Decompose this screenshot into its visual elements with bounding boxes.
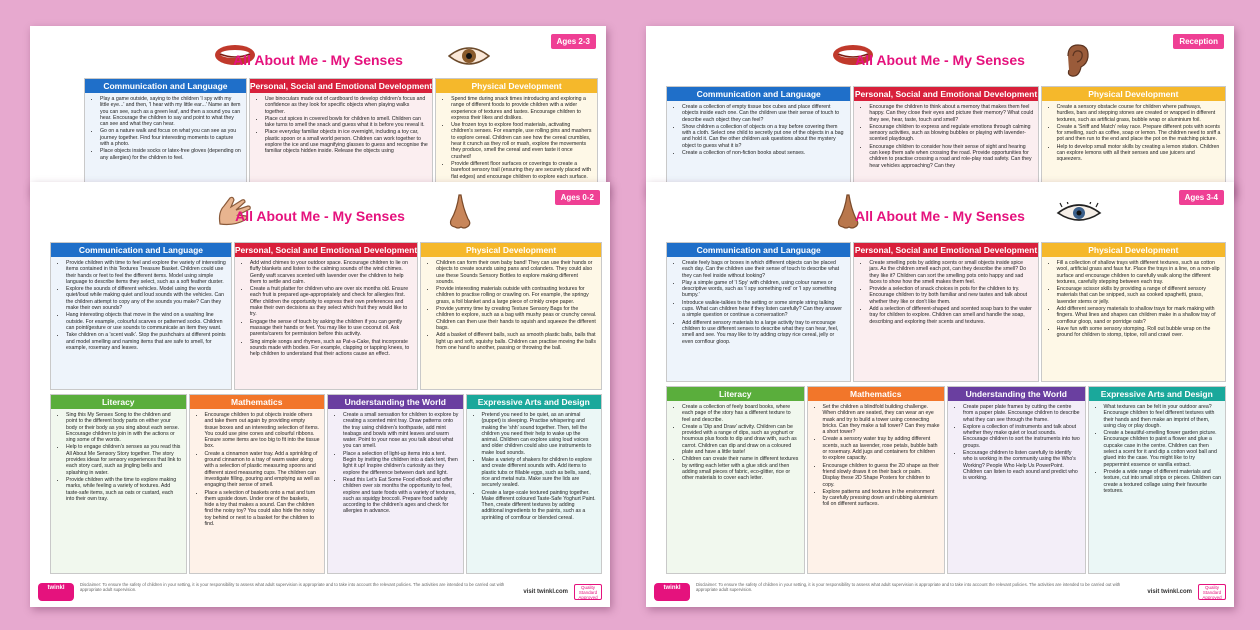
list-item: • Children can create their name in different textures by writing each letter with a glue stick and then adding small pieces of fabric, eco-glitter, rice or other materials to cover each letter. xyxy=(682,456,800,481)
list-item: • Provide yummy time by creating Texture Sensory Bags for the children to explore, such as a bag with mushy peas or crunchy cereal. Children can then use their hands to squish and squeeze the different bags. xyxy=(436,306,597,331)
list-item: • Create a beautiful-smelling flower garden picture. Encourage children to paint a flower and glue a cupcake case in the centre. Children can then select a scent for it and dip a cotton wool ball and glued into the case. You might like to try peppermint essence or vanilla extract. xyxy=(1104,430,1222,468)
list-item: • Place objects inside socks or latex-free gloves (depending on any allergies) for the children to feel. xyxy=(100,148,242,161)
sheet-header xyxy=(646,182,1234,244)
psed-header: Personal, Social and Emotional Development xyxy=(234,245,418,255)
list-item: • Provide children with the time to explore making marks, while feeling a variety of textures. Add taste-safe items, such as oats or custard, each into their own tray. xyxy=(66,477,182,502)
pd-column xyxy=(420,242,602,390)
list-item: • Create smelling pots by adding scents or small objects inside spice jars. As the children smell each pot, can they describe the smell? Do they like it? Children can sort the smelling pots onto happy and sad faces to show how the smell makes them feel. xyxy=(869,260,1033,285)
list-item: • Encourage children to consider how their sense of sight and hearing can keep them safe when crossing the road. Provide opportunities for children to practise crossing a road and role-play road safety. Can they hear vehicles approaching? Can they xyxy=(869,144,1033,169)
list-item: • Engage the sense of touch by asking the children if you can gently massage their hands or feet. You may like to use coconut oil. Ask parents/carers for permission before this activity. xyxy=(250,319,413,338)
list-item: • Add different sensory materials to a large activity tray to encourage children to use different senses to describe what they can hear, feel, smell and see. You may like to try adding crispy rice cereal, jelly or even cornflour gloop. xyxy=(682,320,846,345)
list-item: • Create paper plate frames by cutting the centre from a paper plate. Encourage children to describe what they can see through the frame. xyxy=(963,404,1081,423)
psed-column xyxy=(853,242,1038,382)
page-title: All About Me - My Senses xyxy=(235,208,405,224)
cl-header: Communication and Language xyxy=(51,243,231,257)
pd-column xyxy=(1041,86,1226,196)
sheet-header xyxy=(30,182,610,244)
prime-areas-row xyxy=(50,242,602,390)
literacy-column xyxy=(50,394,187,574)
list-item: • Play a simple game of 'I Spy' with children, using colour names or descriptive words, such as 'I spy something red' or 'I spy something bumpy.' xyxy=(682,280,846,299)
sheet-header xyxy=(646,26,1234,88)
list-item: • Have fun with some sensory stomping. Roll out bubble wrap on the ground for children to stomp, tiptoe, roll and crawl over. xyxy=(1057,326,1221,339)
age-tag: Ages 0-2 xyxy=(555,190,600,205)
list-item: • Place cut spices in covered bowls for children to smell. Children can take turns to smell the snack and guess what it is before you reveal it. xyxy=(265,116,428,129)
prime-areas-row xyxy=(84,78,598,196)
list-item: • Encourage children to express and regulate emotions through calming sensory activities, such as blowing bubbles or playing with lavender-scented playdough. xyxy=(869,124,1033,143)
nose-icon xyxy=(448,194,472,230)
specific-areas-row xyxy=(666,386,1226,574)
age-tag: Ages 2-3 xyxy=(551,34,596,49)
utw-header: Understanding the World xyxy=(948,387,1085,401)
pd-header: Physical Development xyxy=(421,243,601,257)
page-title: All About Me - My Senses xyxy=(855,52,1025,68)
list-item: • Provide interesting materials outside with contrasting textures for children to practise rolling or crawling on. For example, the springy grass, a foil blanket and a large piece of crinkly crepe paper. xyxy=(436,286,597,305)
list-item: • Create a small sensation for children to explore by creating a scented mint tray. Draw patterns onto the tray using children's toothpaste, add mint teabags and bowls with mint leaves and warm water. Point to your nose as you talk about what you can smell. xyxy=(343,412,459,450)
psed-column xyxy=(249,78,433,196)
ead-header: Expressive Arts and Design xyxy=(467,395,602,409)
list-item: • Play a game outside, saying to the children 'I spy with my little eye...' and then, 'I hear with my little ear...' Name an item you can see, such as a green leaf, and then a sound you can hear. Encourage the children to say and point to what they can see and what they can hear. xyxy=(100,96,242,127)
list-item: • Add different sensory materials to shallow trays for mark making with fingers. What lines and shapes can children make in a shallow tray of cornflour gloop, sand or porridge oats? xyxy=(1057,306,1221,325)
maths-column xyxy=(807,386,946,574)
prime-areas-row xyxy=(666,86,1226,196)
footer xyxy=(38,581,602,603)
list-item: • Place a selection of light-up items into a tent. Begin by inviting the children into a dark tent, then light it up! Inspire children's curiosity as they explore the difference between dark and light. xyxy=(343,451,459,476)
twinkl-logo[interactable]: twinkl xyxy=(654,583,690,601)
list-item: • Show children a collection of objects on a tray before covering them with a cloth. Select one child to secretly put one of the objects in a bag and hold it. Can the other children ask questions about the mystery object to guess what it is? xyxy=(682,124,846,149)
list-item: • Create a sensory obstacle course for children where pathways, hurdles, bars and stepping stones are created or wrapped in different textures, such as artificial grass, bubble wrap or aluminium foil. xyxy=(1057,104,1221,123)
cl-column xyxy=(84,78,247,196)
eye-icon xyxy=(448,44,490,68)
ear-icon xyxy=(1064,44,1090,78)
list-item: • Encourage children to guess the 2D shape as their friend slowly draws it on their back or palm. Display these 2D Shape Posters for children to copy. xyxy=(823,463,941,488)
list-item: • Explore patterns and textures in the environment by carefully pressing down and rubbing aluminium foil on different surfaces. xyxy=(823,489,941,508)
list-item: • Add a selection of different-shaped and scented soap bars to the water tray for children to explore. Children can smell and handle the soap, describing and exploring their scents and textures. xyxy=(869,306,1033,325)
sheet-ages-2-3 xyxy=(30,26,606,196)
utw-column xyxy=(947,386,1086,574)
cl-header: Communication and Language xyxy=(667,243,850,257)
pd-header: Physical Development xyxy=(1042,243,1225,257)
psed-header: Personal, Social and Emotional Development xyxy=(854,245,1038,255)
twinkl-logo[interactable]: twinkl xyxy=(38,583,74,601)
cl-column xyxy=(50,242,232,390)
list-item: • Fill a collection of shallow trays with different textures, such as cotton wool, artificial grass and faux fur. Place the trays in a line, on a non-slip surface and encourage children to carefully walk along the different textures, carefully stepping between each tray. xyxy=(1057,260,1221,285)
list-item: • Take children on a 'scent walk'. Stop the pushchairs at different points and model smelling and naming items that are safe to smell, for example, rosemary and leaves. xyxy=(66,332,227,351)
maths-header: Mathematics xyxy=(190,395,325,409)
list-item: • Place a selection of baskets onto a mat and turn them upside down. Under one of the baskets, hide a toy that makes a sound. Can the children find the noisy toy? You could also hide the noisy toy behind or next to a basket for the children to find. xyxy=(205,490,321,528)
prime-areas-row xyxy=(666,242,1226,382)
page-title: All About Me - My Senses xyxy=(233,52,403,68)
list-item: • Create a 'Dip and Draw' activity. Children can be provided with a range of dips, such as yoghurt or houmous plus foods to dip and draw with, such as carrot. Children can dip and draw on a coloured plate and have a little taste! xyxy=(682,424,800,455)
utw-header: Understanding the World xyxy=(328,395,463,409)
list-item: • Set the children a blindfold building challenge. When children are seated, they can wear an eye mask and try to build a tower using connecting bricks. Can they make a tall tower? Can they make a short tower? xyxy=(823,404,941,435)
cl-header: Communication and Language xyxy=(85,79,246,93)
visit-link[interactable]: visit twinkl.com xyxy=(523,589,568,595)
cl-header: Communication and Language xyxy=(667,87,850,101)
list-item: • Spend time during snack times introducing and exploring a range of different foods to provide children with a wider experience of textures and tastes. Encourage children to express their likes and dislikes. xyxy=(451,96,593,121)
list-item: • Explore the sounds of different vehicles. Model using the words quiet/loud while making quiet and loud sounds with the vehicles. Can the children attempt to copy any of the sounds you make? Can they make their own sounds? xyxy=(66,286,227,311)
sheet-ages-3-4 xyxy=(646,182,1234,607)
eye-icon xyxy=(1056,202,1102,224)
list-item: • Hang interesting objects that move in the wind on a washing line outside. For example, colourful scarves or patterned socks. Children can point/gesture or use sounds to communicate an item they want. xyxy=(66,312,227,331)
utw-column xyxy=(327,394,464,574)
list-item: • Read this Let's Eat Some Food eBook and offer children over six months the opportunity to feel, explore and taste foods with a variety of textures, such as squidgy broccoli. Prepare food safely according to the children's ages and check for allergies in advance. xyxy=(343,477,459,515)
ead-column xyxy=(1088,386,1227,574)
ead-column xyxy=(466,394,603,574)
list-item: • Place everyday familiar objects in ice overnight, including a toy car, plastic spoon or a small world person. Children can work together to explore the ice and use magnifying glasses to guess and recognise the familiar objects hidden inside. Release the objects using xyxy=(265,129,428,154)
list-item: • Pretend you need to be quiet, as an animal (puppet) is sleeping. Practise whispering and making the 'shh' sound together. Then, tell the children you need their help to wake up the animal. Children can explore using loud voices and older children could also use instruments to make loud sounds. xyxy=(482,412,598,456)
list-item: • Make a variety of shakers for children to explore and create different sounds with. Add items to plastic tubs or fillable eggs, such as bells, sand, rice and metal nuts. Make sure the lids are securely sealed. xyxy=(482,457,598,488)
list-item: • Use binoculars made out of cardboard to develop children's focus and confidence as they look for specific objects when playing walks together. xyxy=(265,96,428,115)
cl-column xyxy=(666,242,851,382)
psed-column xyxy=(234,242,418,390)
maths-column xyxy=(189,394,326,574)
age-tag: Reception xyxy=(1173,34,1224,49)
quality-badge: Quality Standard Approved xyxy=(574,584,602,600)
disclaimer: Disclaimer: To ensure the safety of children in your setting, it is your responsibility to assess what adult supervision is appropriate and to take into account the relevant policies. The activities are intended to be carried out with appropriate adult supervision. xyxy=(696,582,1121,592)
cl-column xyxy=(666,86,851,196)
list-item: • Use frozen toys to explore food materials, activating children's senses. For example, use rolling pins and mashers to explore cereal. Children can see how the cereal crumbles, hear it crunch as they roll or mash, explore the movements they produce, smell the cereal and even taste it once crushed! xyxy=(451,122,593,160)
age-tag: Ages 3-4 xyxy=(1179,190,1224,205)
list-item: • Encourage scissor skills by providing a range of different sensory materials that can be snipped, such as cooked spaghetti, grass, lavender stems or jelly. xyxy=(1057,286,1221,305)
specific-areas-row xyxy=(50,394,602,574)
visit-link[interactable]: visit twinkl.com xyxy=(1147,589,1192,595)
literacy-header: Literacy xyxy=(51,395,186,409)
list-item: • Provide children with time to feel and explore the variety of interesting items contained in this Textures Treasure Basket. Children could use their hands or feet to feel the different items. Model using simple language to describe items they select, such as a soft feather duster. xyxy=(66,260,227,285)
quality-badge: Quality Standard Approved xyxy=(1198,584,1226,600)
psed-header: Personal, Social and Emotional Development xyxy=(854,89,1038,99)
list-item: • What textures can be felt in your outdoor area? Encourage children to feel different textures with their hands and then make an imprint of them, using clay or play dough. xyxy=(1104,404,1222,429)
list-item: • Create a fruit platter for children who are over six months old. Ensure each fruit is prepared age-appropriately and check for allergies first. Offer children the opportunity to express their own preferences and make their own decisions as they select which fruit they would like to try. xyxy=(250,286,413,317)
psed-header: Personal, Social and Emotional Development xyxy=(249,81,433,91)
list-item: • Add a basket of different balls, such as smooth plastic balls, balls that light up and soft, squishy balls. Children can practise moving the balls from one hand to another, passing or throwing the ball. xyxy=(436,332,597,351)
list-item: • Add wind chimes to your outdoor space. Encourage children to lie on fluffy blankets and listen to the calming sounds of the wind chimes. Gently waft scarves scented with lavender over the children to help them to settle and calm. xyxy=(250,260,413,285)
literacy-column xyxy=(666,386,805,574)
list-item: • Create a 'Sniff and Match' relay race. Prepare different pots with scents for smelling, such as coffee, soap or lemon. The children need to sniff a pot and then run to the end and place the pot on the matching picture. xyxy=(1057,124,1221,143)
ead-header: Expressive Arts and Design xyxy=(1089,387,1226,401)
list-item: • Encourage children to listen carefully to identify who is working in the community using the Who's Working? People Who Help Us PowerPoint. Children can listen to each sound and predict who is working. xyxy=(963,450,1081,481)
list-item: • Create a collection of non-fiction books about senses. xyxy=(682,150,846,156)
list-item: • Introduce walkie-talkies to the setting or some simple string talking cups. What can children hear if they listen carefully? Can they answer a simple question or continue a conversation? xyxy=(682,300,846,319)
list-item: • Sing simple songs and rhymes, such as Pat-a-Cake, that incorporate sounds made with bodies. For example, clapping or tapping knees, to help children to understand that their actions cause an effect. xyxy=(250,339,413,358)
sheet-reception xyxy=(646,26,1234,196)
list-item: • Provide different floor surfaces or coverings to create a barefoot sensory trail (ensuring they are securely placed with flat edges) and encourage children to explore each surface. xyxy=(451,161,593,180)
sheet-ages-0-2 xyxy=(30,182,610,607)
list-item: • Create a cinnamon water tray. Add a sprinkling of ground cinnamon to a tray of warm water along with a selection of plastic measuring spoons and different sized measuring cups. The children can investigate filling, pouring and emptying as well as engaging their sense of smell. xyxy=(205,451,321,489)
list-item: • Explore a collection of instruments and talk about whether they make quiet or loud sounds. Encourage children to sort the instruments into two groups. xyxy=(963,424,1081,449)
list-item: • Go on a nature walk and focus on what you can see as you journey together. Find four interesting moments to capture with a photo. xyxy=(100,128,242,147)
psed-column xyxy=(853,86,1038,196)
list-item: • Help to develop small motor skills by creating a lemon station. Children can explore lemons with all their senses and use juicers and squeezers. xyxy=(1057,144,1221,163)
list-item: • Encourage the children to think about a memory that makes them feel happy. Can they close their eyes and picture their memory? What could they see, hear, taste, touch and smell? xyxy=(869,104,1033,123)
list-item: • Create a collection of empty tissue box cubes and place different objects inside each one. Can the children use their sense of touch to describe each object they can feel? xyxy=(682,104,846,123)
list-item: • Help to engage children's senses as you read this All About Me Sensory Story together. The story provides ideas for sensory experiences that link to each story card, such as jingling bells and splashing in water. xyxy=(66,444,182,475)
list-item: • Provide a wide range of different materials and texture, cut into small strips or pieces. Children can create a textured collage using their favourite textures. xyxy=(1104,469,1222,494)
list-item: • Create a large-scale textured painting together. Make different coloured Taste-Safe Yoghurt Paint. Then, create different textures by adding additional ingredients to the paints, such as a sprinkling of cornflour or blended cereal. xyxy=(482,490,598,521)
pd-header: Physical Development xyxy=(436,79,597,93)
disclaimer: Disclaimer: To ensure the safety of children in your setting, it is your responsibility to assess what adult supervision is appropriate and to take into account the relevant policies. The activities are intended to be carried out with appropriate adult supervision. xyxy=(80,582,505,592)
maths-header: Mathematics xyxy=(808,387,945,401)
pd-column xyxy=(1041,242,1226,382)
footer xyxy=(654,581,1226,603)
list-item: • Create feely bags or boxes in which different objects can be placed each day. Can the children use their sense of touch to describe what they can feel inside without looking? xyxy=(682,260,846,279)
pd-column xyxy=(435,78,598,196)
list-item: • Sing this My Senses Song to the children and point to the different body parts on either your body or their body as you sing about each sense. Encourage children to join in with the actions or sing some of the words. xyxy=(66,412,182,443)
page-title: All About Me - My Senses xyxy=(855,208,1025,224)
list-item: • Encourage children to put objects inside others and take them out again by providing empty tissue boxes and an interesting selection of items. You could use pine cones and colourful ribbons. Ensure some items are too big to fit into the tissue box. xyxy=(205,412,321,450)
list-item: • Provide a selection of snack choices in pots for the children to try. Encourage children to try both familiar and new tastes and talk about whether they like or don't like them. xyxy=(869,286,1033,305)
list-item: • Create a collection of feely board books, where each page of the story has a different texture to feel and describe. xyxy=(682,404,800,423)
pd-header: Physical Development xyxy=(1042,87,1225,101)
list-item: • Create a sensory water tray by adding different scents, such as lavender, rose petals, bubble bath or rosemary. Add jugs and containers for children to explore capacity. xyxy=(823,436,941,461)
list-item: • Children can form their own baby band! They can use their hands or objects to create sounds using pans and colanders. They could also use these Sounds Sensory Bottles to explore making different sounds. xyxy=(436,260,597,285)
literacy-header: Literacy xyxy=(667,387,804,401)
